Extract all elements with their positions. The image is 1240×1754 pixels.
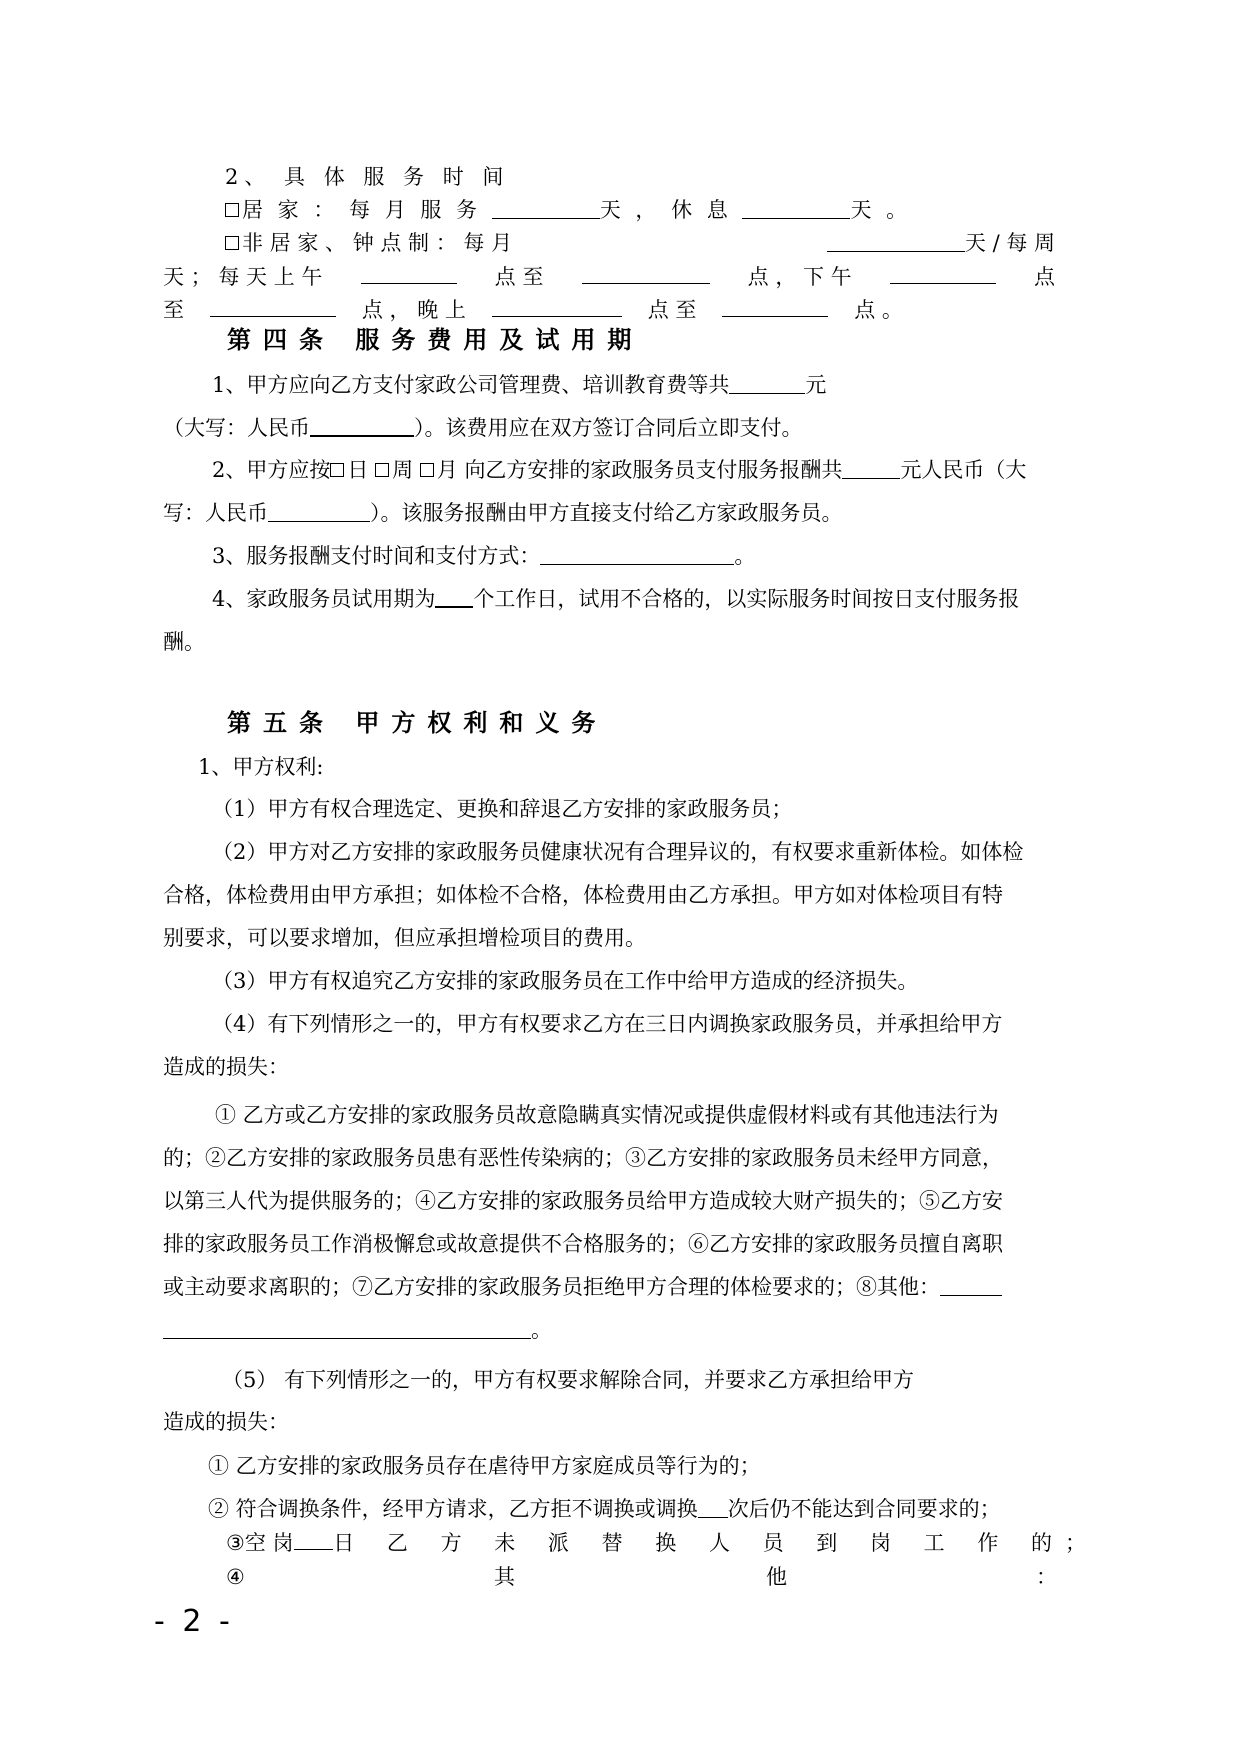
right-5-line-2: 造成的损失： bbox=[163, 1410, 289, 1434]
list-e-text: 或主动要求离职的；⑦乙方安排的家政服务员拒绝甲方合理的体检要求的；⑧其他： bbox=[163, 1275, 940, 1299]
yuan-label: 元 bbox=[805, 373, 827, 397]
afternoon-label: 点 ， 下 午 bbox=[747, 265, 852, 289]
termination-4 bbox=[226, 1562, 1086, 1592]
p2-text: 2、甲方应按 bbox=[212, 458, 331, 482]
hour-end-label: 点 。 bbox=[854, 298, 903, 322]
article-4-p3 bbox=[212, 541, 755, 571]
article-4-p2-cont bbox=[163, 498, 843, 528]
payment-method-blank[interactable] bbox=[540, 542, 734, 565]
list-line-c: 以第三人代为提供服务的；④乙方安排的家政服务员给甲方造成较大财产损失的；⑤乙方安 bbox=[163, 1189, 1003, 1213]
right-2-line-1: （2）甲方对乙方安排的家政服务员健康状况有合理异议的，有权要求重新体检。如体检 bbox=[212, 840, 1024, 864]
hourly-left bbox=[225, 228, 512, 258]
service-fee-blank[interactable] bbox=[842, 456, 900, 479]
uppercase-label-2: 写：人民币 bbox=[163, 501, 268, 525]
management-fee-blank[interactable] bbox=[729, 371, 805, 394]
evening-start-blank[interactable] bbox=[492, 294, 622, 317]
uppercase-label: （大写：人民币 bbox=[163, 416, 310, 440]
vacancy-days-blank[interactable] bbox=[294, 1527, 334, 1550]
afternoon-start-blank[interactable] bbox=[890, 261, 996, 284]
trial-days-blank[interactable] bbox=[435, 584, 473, 608]
p2-text-b: 向乙方安排的家政服务员支付服务报酬共 bbox=[464, 458, 843, 482]
list-line-f bbox=[163, 1315, 552, 1345]
p2-cont-text: ）。该服务报酬由甲方直接支付给乙方家政服务员。 bbox=[370, 501, 843, 525]
page-number: - 2 - bbox=[154, 1604, 234, 1639]
article-4-p1 bbox=[212, 370, 826, 400]
weekly-label: 周 bbox=[392, 458, 414, 482]
other-reasons-blank-2[interactable] bbox=[163, 1316, 531, 1339]
hour-label: 点 bbox=[1033, 265, 1055, 289]
rest-label: 天 ， 休 息 bbox=[599, 198, 732, 222]
right-2-line-2: 合格，体检费用由甲方承担；如体检不合格，体检费用由乙方承担。甲方如对体检项目有特 bbox=[163, 883, 1003, 907]
weekly-checkbox[interactable] bbox=[375, 463, 389, 477]
monthly-label: 月 bbox=[436, 458, 458, 482]
t4-text: 其 bbox=[494, 1565, 515, 1589]
article-4-p2 bbox=[212, 455, 1026, 485]
list-f-end: 。 bbox=[531, 1318, 552, 1342]
right-3: （3）甲方有权追究乙方安排的家政服务员在工作中给甲方造成的经济损失。 bbox=[212, 969, 919, 993]
t3-text-b: 日 乙 方 未 派 替 换 人 员 到 岗 工 作 的 bbox=[333, 1531, 1065, 1555]
article-5-title: 第五条 甲方权利和义务 bbox=[227, 708, 608, 737]
t3-text: 空 岗 bbox=[244, 1531, 294, 1555]
afternoon-end-blank[interactable] bbox=[210, 294, 336, 317]
article-4-p4-cont: 酬。 bbox=[163, 630, 205, 654]
per-week-label: 天 / 每 周 bbox=[964, 231, 1055, 255]
p2-text-c: 元人民币（大 bbox=[900, 458, 1027, 482]
monthly-checkbox[interactable] bbox=[420, 463, 434, 477]
hourly-line bbox=[225, 228, 1055, 258]
residential-line bbox=[225, 195, 911, 225]
article-4-title: 第四条 服务费用及试用期 bbox=[227, 325, 644, 354]
p4-text: 4、家政服务员试用期为 bbox=[212, 587, 436, 611]
termination-2 bbox=[208, 1494, 1001, 1524]
residential-label: 居 家 ： 每 月 服 务 bbox=[242, 198, 482, 222]
p1-text: 1、甲方应向乙方支付家政公司管理费、培训教育费等共 bbox=[212, 373, 730, 397]
p1-cont-text: ）。该费用应在双方签订合同后立即支付。 bbox=[414, 416, 803, 440]
hourly-right bbox=[827, 228, 1055, 258]
t3-number: ③ bbox=[226, 1531, 245, 1555]
right-5-line-1: （5） 有下列情形之一的，甲方有权要求解除合同，并要求乙方承担给甲方 bbox=[222, 1368, 915, 1392]
hourly-label: 非 居 家 、 钟 点 制 ： 每 月 bbox=[242, 231, 513, 255]
evening-label: 点 ， 晚 上 bbox=[361, 298, 466, 322]
termination-3 bbox=[226, 1527, 1086, 1558]
monthly-days-blank[interactable] bbox=[827, 229, 965, 252]
hourly-checkbox[interactable] bbox=[225, 236, 239, 250]
right-1: （1）甲方有权合理选定、更换和辞退乙方安排的家政服务员； bbox=[212, 797, 793, 821]
days-suffix: 天 。 bbox=[850, 198, 912, 222]
list-line-e bbox=[163, 1272, 1002, 1302]
service-time-heading: 2、 具 体 服 务 时 间 bbox=[225, 165, 510, 189]
article-4-p1-cont bbox=[163, 413, 803, 443]
to-label-3: 点 至 bbox=[647, 298, 697, 322]
evening-hours-line bbox=[163, 294, 903, 325]
daily-hours-line bbox=[163, 261, 1055, 292]
p4-text-b: 个工作日，试用不合格的，以实际服务时间按日支付服务报 bbox=[473, 587, 1020, 611]
morning-label: 天 ； 每 天 上 午 bbox=[163, 265, 323, 289]
p3-text: 3、服务报酬支付时间和支付方式： bbox=[212, 544, 541, 568]
t2-text: ② 符合调换条件，经甲方请求，乙方拒不调换或调换 bbox=[208, 1497, 698, 1521]
rights-heading: 1、甲方权利: bbox=[198, 755, 324, 779]
rest-days-blank[interactable] bbox=[742, 196, 850, 219]
t4-end: ： bbox=[1036, 1565, 1057, 1589]
morning-end-blank[interactable] bbox=[582, 261, 710, 284]
service-fee-uppercase-blank[interactable] bbox=[268, 499, 370, 522]
other-reasons-blank[interactable] bbox=[940, 1273, 1002, 1296]
evening-end-blank[interactable] bbox=[722, 294, 828, 317]
daily-label: 日 bbox=[347, 458, 369, 482]
to-label-2: 至 bbox=[163, 298, 184, 322]
t4-number: ④ bbox=[226, 1565, 245, 1589]
termination-1: ① 乙方安排的家政服务员存在虐待甲方家庭成员等行为的； bbox=[208, 1454, 761, 1478]
list-line-a: ① 乙方或乙方安排的家政服务员故意隐瞒真实情况或提供虚假材料或有其他违法行为 bbox=[215, 1103, 999, 1127]
management-fee-uppercase-blank[interactable] bbox=[310, 413, 414, 437]
right-4-line-2: 造成的损失： bbox=[163, 1055, 289, 1079]
article-4-p4 bbox=[212, 584, 1019, 614]
replacement-times-blank[interactable] bbox=[698, 1495, 728, 1518]
t4-text-b: 他 bbox=[766, 1565, 787, 1589]
p3-end: 。 bbox=[734, 544, 756, 568]
morning-start-blank[interactable] bbox=[361, 261, 457, 284]
to-label: 点 至 bbox=[494, 265, 544, 289]
list-line-b: 的；②乙方安排的家政服务员患有恶性传染病的；③乙方安排的家政服务员未经甲方同意， bbox=[163, 1146, 1003, 1170]
t2-text-b: 次后仍不能达到合同要求的； bbox=[727, 1497, 1001, 1521]
list-line-d: 排的家政服务员工作消极懈怠或故意提供不合格服务的；⑥乙方安排的家政服务员擅自离职 bbox=[163, 1232, 1003, 1256]
daily-checkbox[interactable] bbox=[330, 463, 344, 477]
right-2-line-3: 别要求，可以要求增加，但应承担增检项目的费用。 bbox=[163, 926, 646, 950]
monthly-service-days-blank[interactable] bbox=[492, 196, 600, 219]
right-4-line-1: （4）有下列情形之一的，甲方有权要求乙方在三日内调换家政服务员，并承担给甲方 bbox=[212, 1012, 1003, 1036]
residential-checkbox[interactable] bbox=[225, 203, 239, 217]
t3-end: ； bbox=[1065, 1531, 1086, 1555]
